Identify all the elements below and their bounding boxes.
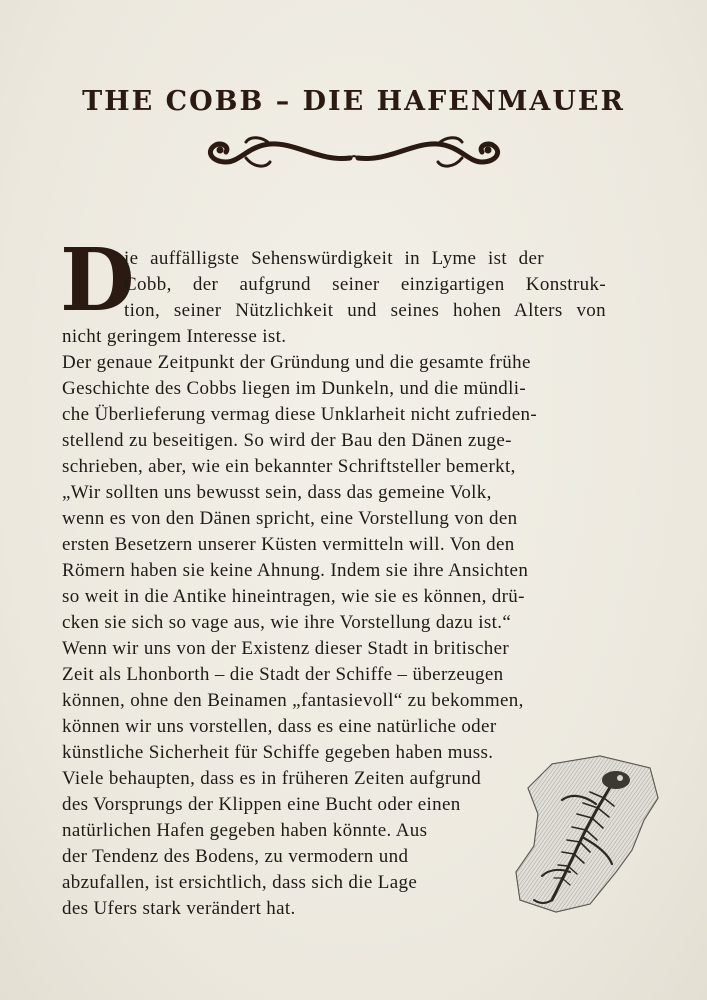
paragraph-1-line: Cobb, der aufgrund seiner einzigartigen Konstruk-: [124, 274, 606, 295]
paragraph-3-line: können wir uns vorstellen, dass es eine natürliche oder: [62, 716, 497, 737]
paragraph-1-line: tion, seiner Nützlichkeit und seines hohen Alters von: [124, 300, 606, 321]
paragraph-1-line: nicht geringem Interesse ist.: [62, 326, 287, 347]
paragraph-2-line: ersten Besetzern unserer Küsten vermitteln will. Von den: [62, 534, 515, 555]
paragraph-2-line: so weit in die Antike hineintragen, wie sie es können, drü-: [62, 586, 525, 607]
page-title: THE COBB – DIE HAFENMAUER: [82, 86, 625, 117]
paragraph-2-line: cken sie sich so vage aus, wie ihre Vorstellung dazu ist.“: [62, 612, 512, 633]
paragraph-2-line: che Überlieferung vermag diese Unklarheit nicht zufrieden-: [62, 404, 538, 425]
paragraph-2-line: wenn es von den Dänen spricht, eine Vorstellung von den: [62, 508, 518, 529]
paragraph-4-line: des Ufers stark verändert hat.: [62, 898, 296, 919]
paragraph-4-line: des Vorsprungs der Klippen eine Bucht oder einen: [62, 794, 461, 815]
paragraph-3-line: Zeit als Lhonborth – die Stadt der Schiffe – überzeugen: [62, 664, 504, 685]
ichthyosaur-fossil-icon: [512, 754, 660, 914]
paragraph-2-line: Geschichte des Cobbs liegen im Dunkeln, und die mündli-: [62, 378, 527, 399]
paragraph-2-line: Der genaue Zeitpunkt der Gründung und die gesamte frühe: [62, 352, 531, 373]
paragraph-4-line: natürlichen Hafen gegeben haben könnte. Aus: [62, 820, 428, 841]
paragraph-4-line: abzufallen, ist ersichtlich, dass sich die Lage: [62, 872, 418, 893]
paragraph-2-line: stellend zu beseitigen. So wird der Bau den Dänen zuge-: [62, 430, 512, 451]
paragraph-4-line: der Tendenz des Bodens, zu vermodern und: [62, 846, 409, 867]
paragraph-4-line: Viele behaupten, dass es in früheren Zeiten aufgrund: [62, 768, 482, 789]
paragraph-3-line: können, ohne den Beinamen „fantasievoll“ zu bekommen,: [62, 690, 524, 711]
paragraph-1-line: ie auffälligste Sehenswürdigkeit in Lyme ist der: [124, 248, 544, 269]
drop-cap: D: [60, 230, 135, 331]
paragraph-3-line: Wenn wir uns von der Existenz dieser Stadt in britischer: [62, 638, 510, 659]
paragraph-2-line: Römern haben sie keine Ahnung. Indem sie ihre Ansichten: [62, 560, 529, 581]
paragraph-3-line: künstliche Sicherheit für Schiffe gegeben haben muss.: [62, 742, 494, 763]
scroll-flourish-icon: [200, 128, 508, 174]
paragraph-2-line: schrieben, aber, wie ein bekannter Schriftsteller bemerkt,: [62, 456, 516, 477]
paragraph-2-line: „Wir sollten uns bewusst sein, dass das gemeine Volk,: [62, 482, 492, 503]
